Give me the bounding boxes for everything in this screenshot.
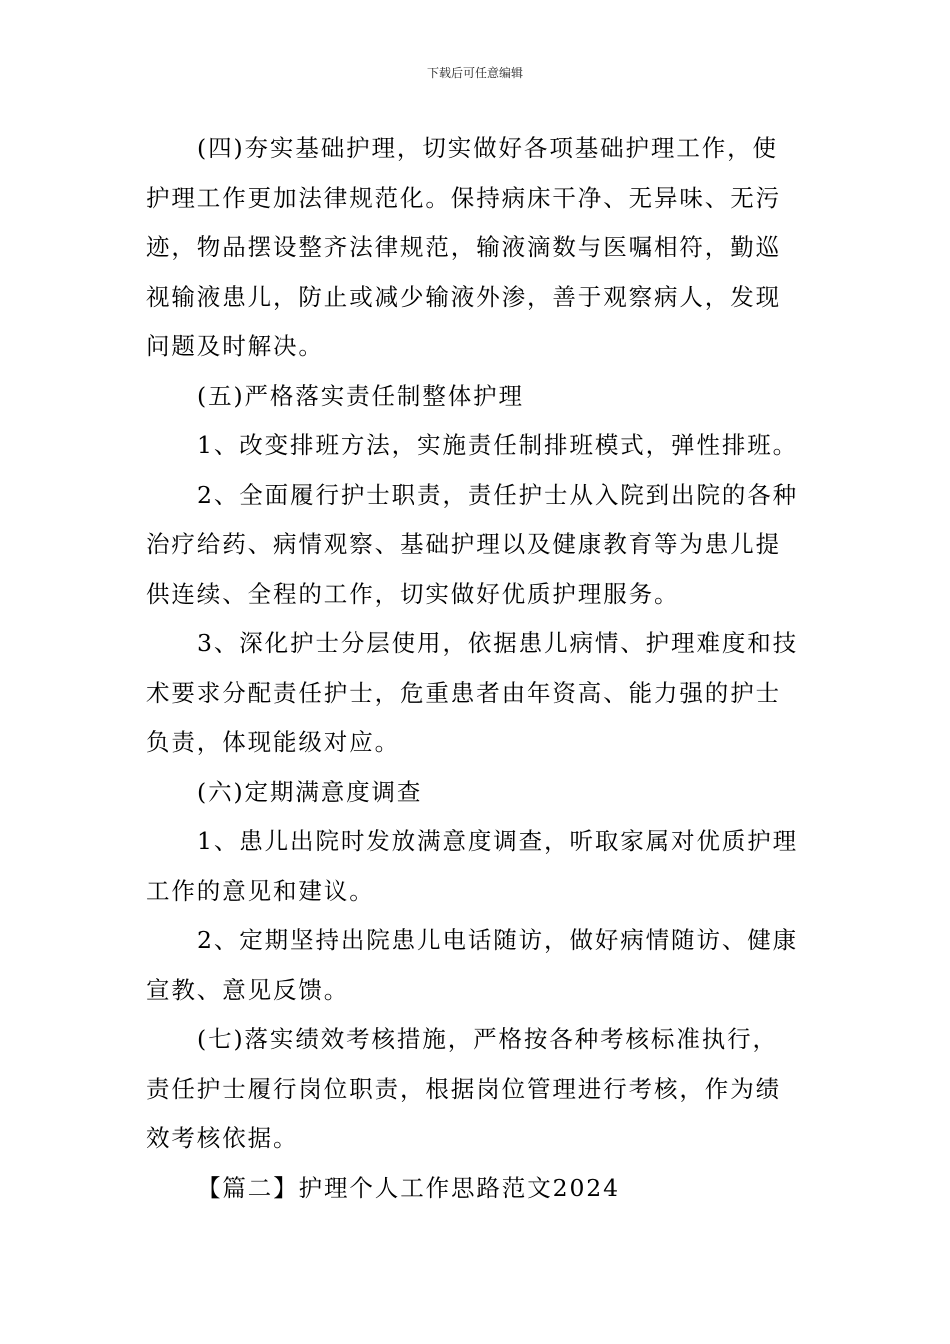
text-line: 1、改变排班方法，实施责任制排班模式，弹性排班。 xyxy=(197,431,799,459)
section-heading-satisfaction xyxy=(146,768,806,818)
document-body xyxy=(146,124,806,1213)
text-line: 迹，物品摆设整齐法律规范，输液滴数与医嘱相符，勤巡 xyxy=(146,233,781,261)
text-line: 2、全面履行护士职责，责任护士从入院到出院的各种 xyxy=(197,480,799,509)
list-item-phone-followup xyxy=(146,916,806,1015)
text-line: 术要求分配责任护士，危重患者由年资高、能力强的护士 xyxy=(146,678,781,707)
list-item-scheduling xyxy=(146,421,806,471)
text-line: 2、定期坚持出院患儿电话随访，做好病情随访、健康 xyxy=(197,926,799,954)
text-line: 工作的意见和建议。 xyxy=(146,876,375,905)
text-line: 责任护士履行岗位职责，根据岗位管理进行考核，作为绩 xyxy=(146,1074,781,1103)
text-line: (五)严格落实责任制整体护理 xyxy=(197,381,524,410)
text-line: 3、深化护士分层使用，依据患儿病情、护理难度和技 xyxy=(197,629,799,657)
section-heading-responsibility xyxy=(146,372,806,422)
text-line: (六)定期满意度调查 xyxy=(197,777,423,806)
text-line: 视输液患儿，防止或减少输液外渗，善于观察病人，发现 xyxy=(146,282,781,311)
text-line: 【篇二】护理个人工作思路范文2024 xyxy=(197,1173,621,1202)
text-line: 宣教、意见反馈。 xyxy=(146,975,350,1004)
text-line: 护理工作更加法律规范化。保持病床干净、无异味、无污 xyxy=(146,183,781,212)
text-line: (七)落实绩效考核措施，严格按各种考核标准执行， xyxy=(197,1025,778,1053)
text-line: 治疗给药、病情观察、基础护理以及健康教育等为患儿提 xyxy=(146,530,781,558)
text-line: 负责，体现能级对应。 xyxy=(146,728,400,756)
text-line: 问题及时解决。 xyxy=(146,332,324,360)
paragraph-performance xyxy=(146,1015,806,1164)
text-line: (四)夯实基础护理，切实做好各项基础护理工作，使 xyxy=(197,134,778,162)
list-item-layered-use xyxy=(146,619,806,768)
text-line: 1、患儿出院时发放满意度调查，听取家属对优质护理 xyxy=(197,827,799,855)
list-item-nurse-duties xyxy=(146,471,806,620)
paragraph-basic-nursing xyxy=(146,124,806,372)
chapter-heading xyxy=(146,1164,806,1214)
text-line: 效考核依据。 xyxy=(146,1124,299,1152)
page-header: 下载后可任意编辑 xyxy=(426,66,523,80)
list-item-discharge-survey xyxy=(146,817,806,916)
text-line: 供连续、全程的工作，切实做好优质护理服务。 xyxy=(146,579,680,608)
